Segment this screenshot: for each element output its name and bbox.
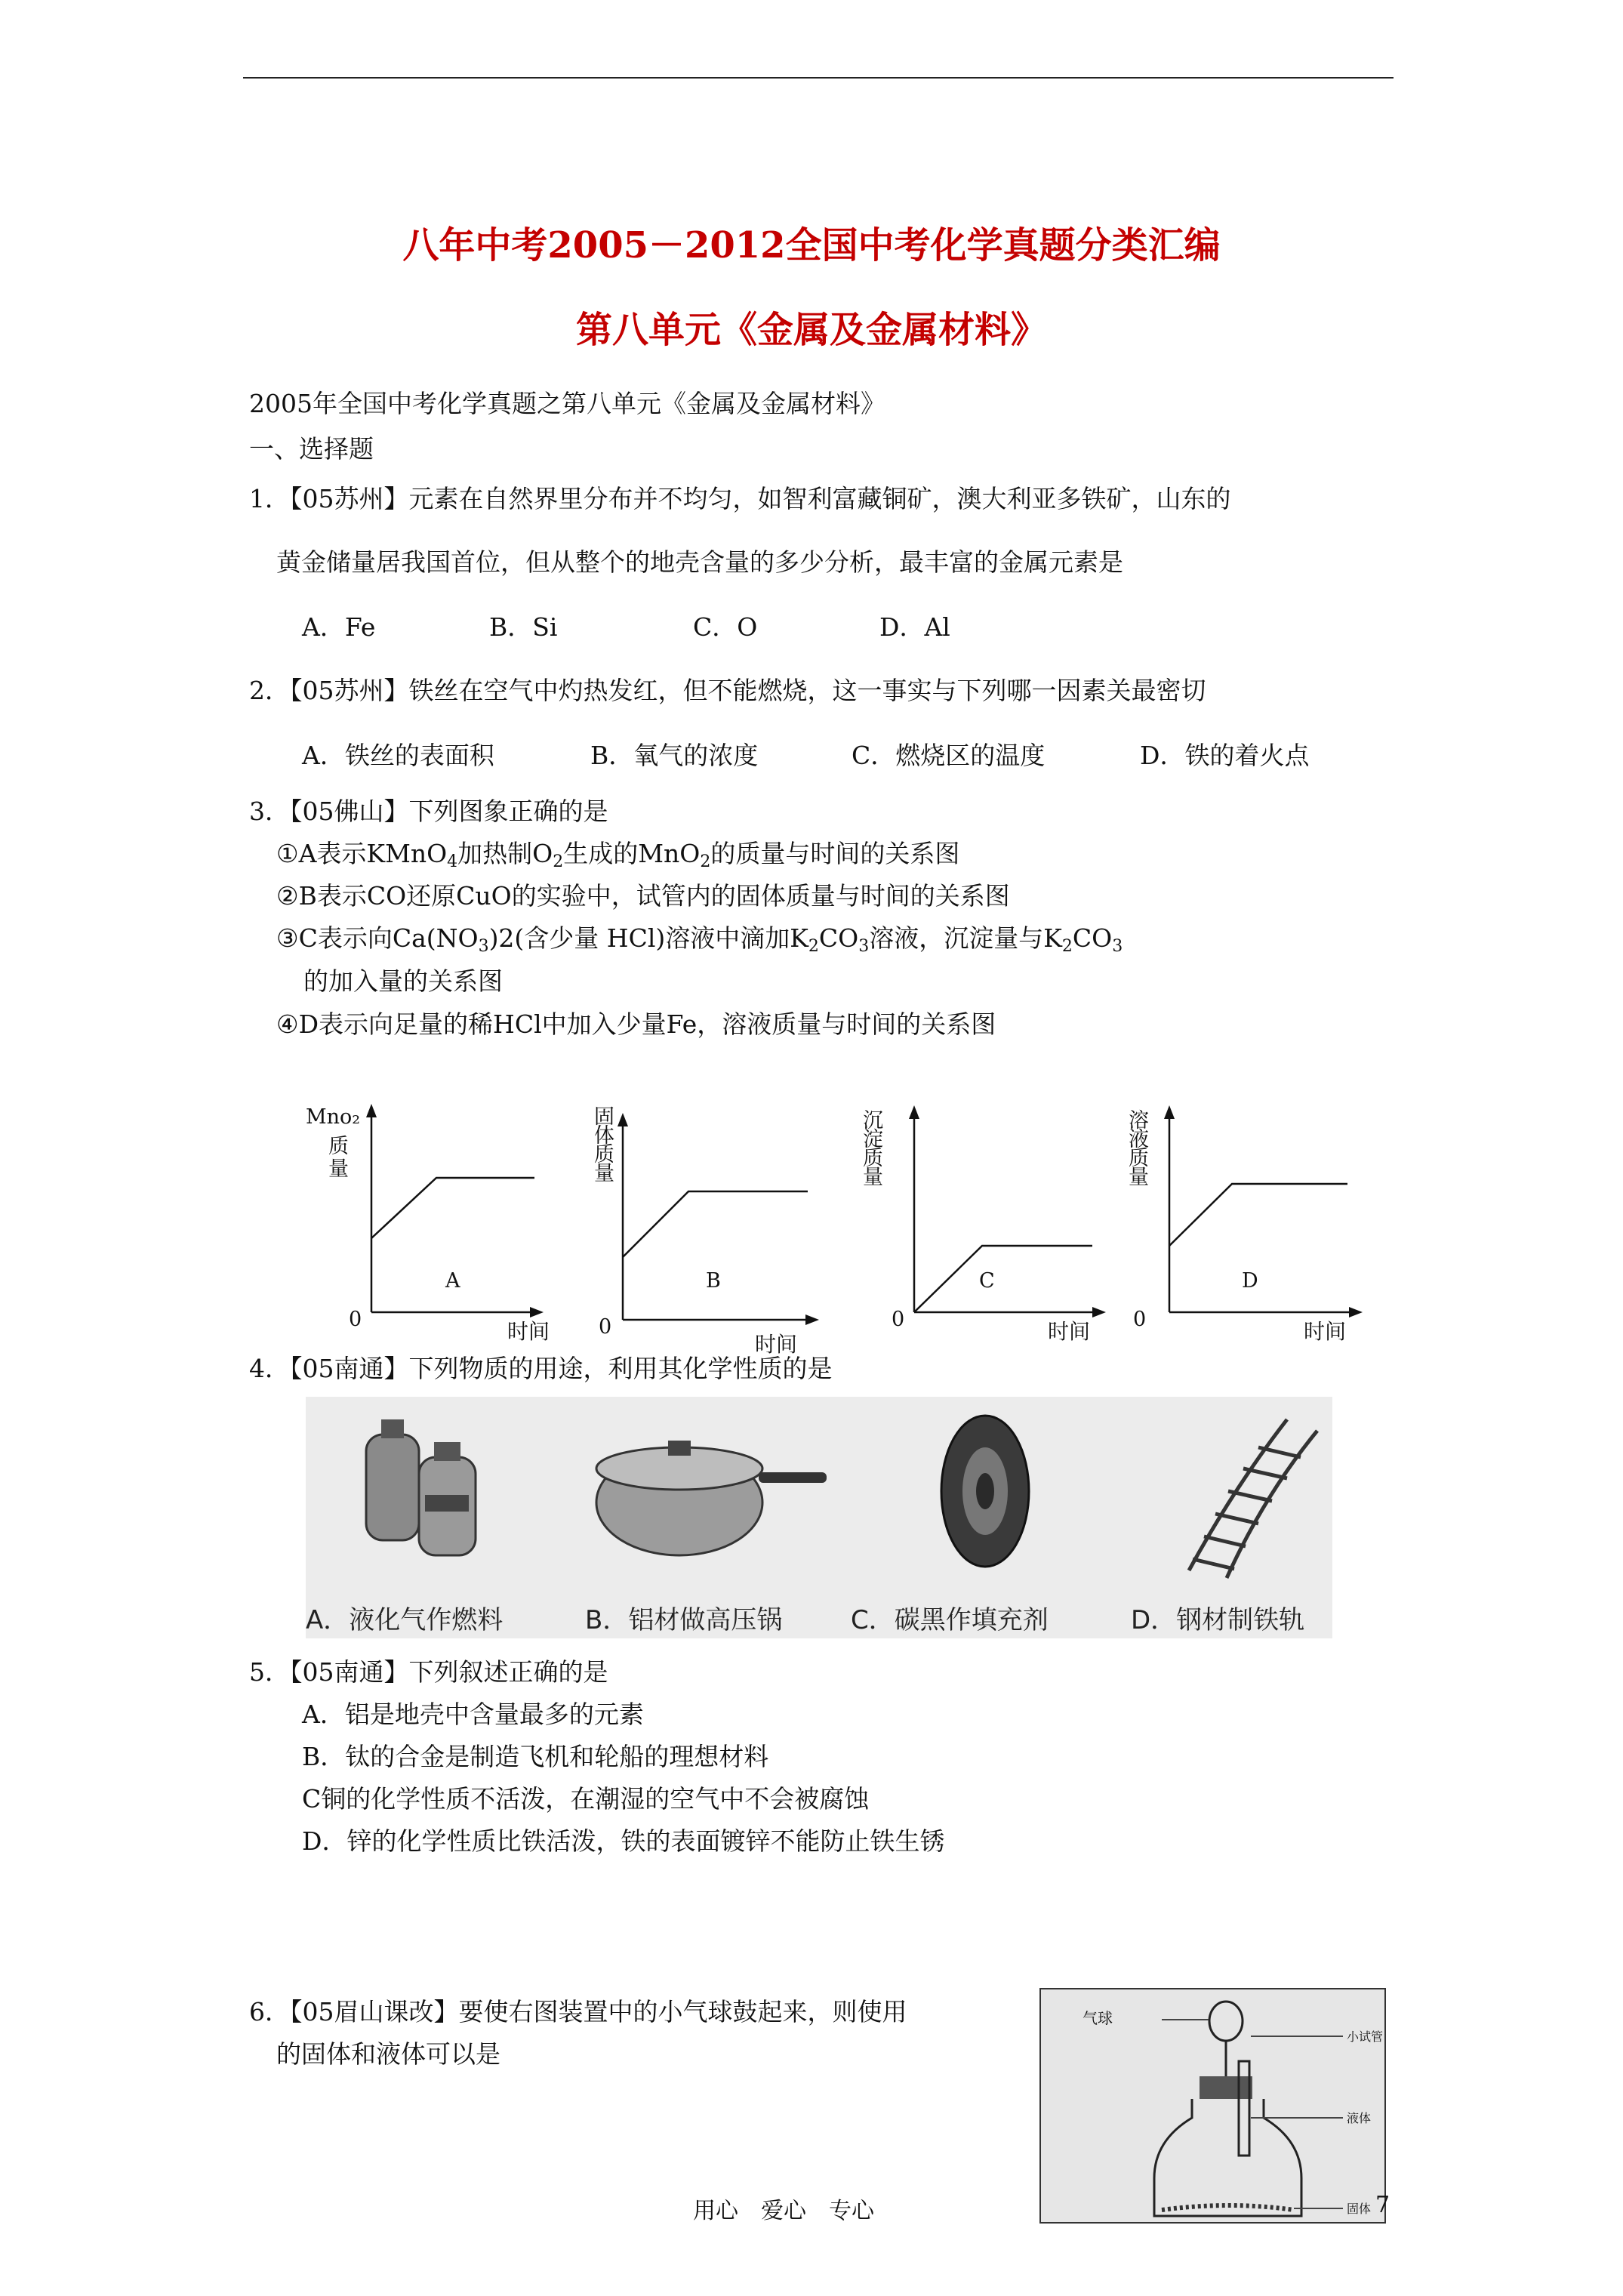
graph-d-ylabel-3: 质 — [1129, 1147, 1149, 1170]
q6-line1: 6．【05眉山课改】要使右图装置中的小气球鼓起来，则使用 — [249, 1997, 907, 2026]
q1-option-d: D．Al — [879, 612, 950, 642]
graph-a — [294, 1095, 551, 1344]
graph-d-ylabel-2: 液 — [1129, 1128, 1149, 1151]
graph-c-ylabel-2: 淀 — [863, 1128, 883, 1151]
graph-d-x-arrow — [1349, 1307, 1363, 1318]
apparatus-label-tube: 小试管 — [1347, 2029, 1384, 2044]
q3-statement-3: ③C表示向$Ca(NO_3)2$(含少量 HCl)溶液中滴加$K_2CO_3$溶液，沉淀量与$K_2CO_3$ — [276, 923, 1123, 956]
q1-option-a: A．Fe — [302, 612, 376, 642]
graph-b-ylabel-1: 固 — [594, 1105, 614, 1129]
graph-a-ylabel-1: Mno₂ — [306, 1105, 361, 1129]
q4-line1: 4．【05南通】下列物质的用途，利用其化学性质的是 — [249, 1354, 833, 1383]
graph-d-origin: 0 — [1133, 1308, 1147, 1331]
q2-option-a: A．铁丝的表面积 — [302, 741, 494, 770]
q4-photo-illustrations — [306, 1397, 1332, 1593]
q6-line2: 的固体和液体可以是 — [276, 2039, 500, 2069]
gas-cylinders-image — [366, 1419, 476, 1555]
graph-d — [1113, 1095, 1370, 1344]
part-heading: 一、选择题 — [249, 434, 374, 464]
graph-c-x-arrow — [1092, 1307, 1106, 1318]
rail-track-image — [1189, 1419, 1317, 1578]
graph-d-ylabel-4: 量 — [1129, 1166, 1149, 1189]
q5-option-c: C铜的化学性质不活泼，在潮湿的空气中不会被腐蚀 — [302, 1784, 870, 1814]
graph-a-ylabel-3: 量 — [328, 1157, 349, 1181]
page-number: 7 — [1375, 2192, 1390, 2218]
apparatus-label-balloon: 气球 — [1083, 2009, 1113, 2027]
graph-c-ylabel-3: 质 — [863, 1147, 883, 1170]
graph-b-curve — [623, 1191, 808, 1257]
graph-a-ylabel-2: 质 — [328, 1135, 349, 1158]
title-line1: 八年中考2005－2012全国中考化学真题分类汇编 — [402, 224, 1221, 267]
q3-statement-1: ①A表示KMnO$_4$加热制$O_2$生成的MnO$_2$的质量与时间的关系图 — [276, 839, 960, 871]
graph-d-curve — [1169, 1184, 1347, 1246]
q5-option-a: A．铝是地壳中含量最多的元素 — [302, 1700, 644, 1729]
graph-a-origin: 0 — [349, 1308, 362, 1331]
q3-line1: 3．【05佛山】下列图象正确的是 — [249, 797, 608, 826]
graph-a-y-arrow — [366, 1104, 377, 1117]
q5-line1: 5．【05南通】下列叙述正确的是 — [249, 1657, 608, 1687]
q1-option-c: C．O — [693, 612, 758, 642]
graph-b-x-arrow — [805, 1314, 819, 1325]
graph-d-xlabel: 时间 — [1304, 1319, 1347, 1344]
section-heading: 2005年全国中考化学真题之第八单元《金属及金属材料》 — [249, 389, 885, 418]
graph-b-y-arrow — [617, 1113, 628, 1126]
q4-photo-strip — [306, 1397, 1332, 1638]
q4-caption-b: B．铝材做高压锅 — [585, 1605, 783, 1635]
q2-option-d: D．铁的着火点 — [1140, 741, 1310, 770]
graph-a-xlabel: 时间 — [507, 1319, 550, 1344]
graph-b-ylabel-2: 体 — [594, 1124, 614, 1148]
q1-line2: 黄金储量居我国首位，但从整个的地壳含量的多少分析，最丰富的金属元素是 — [276, 547, 1123, 577]
q4-caption-d: D．钢材制铁轨 — [1131, 1605, 1305, 1635]
graph-d-ylabel-1: 溶 — [1129, 1109, 1149, 1133]
graph-c — [849, 1095, 1106, 1344]
q2-line1: 2．【05苏州】铁丝在空气中灼热发红，但不能燃烧，这一事实与下列哪一因素关最密切 — [249, 676, 1206, 705]
header-rule — [243, 77, 1394, 79]
q2-option-b: B．氧气的浓度 — [590, 741, 759, 770]
q5-option-d: D．锌的化学性质比铁活泼，铁的表面镀锌不能防止铁生锈 — [302, 1826, 945, 1856]
graph-a-x-arrow — [530, 1307, 544, 1318]
graph-b — [577, 1095, 830, 1351]
balloon-apparatus-image — [1039, 1988, 1386, 2224]
q2-option-c: C．燃烧区的温度 — [852, 741, 1046, 770]
q3-statement-2: ②B表示CO还原CuO的实验中，试管内的固体质量与时间的关系图 — [276, 881, 1010, 911]
graph-c-curve — [914, 1246, 1092, 1312]
graph-b-origin: 0 — [599, 1315, 612, 1339]
q4-caption-a: A．液化气作燃料 — [306, 1605, 504, 1635]
q4-caption-c: C．碳黑作填充剂 — [851, 1605, 1049, 1635]
graph-b-xlabel: 时间 — [755, 1332, 798, 1357]
q1-option-b: B．Si — [489, 612, 558, 642]
footer-text: 用心 爱心 专心 — [693, 2198, 874, 2224]
graph-c-xlabel: 时间 — [1048, 1319, 1091, 1344]
apparatus-label-solid: 固体 — [1347, 2202, 1372, 2216]
graph-c-y-arrow — [909, 1105, 919, 1119]
graph-d-y-arrow — [1164, 1105, 1175, 1119]
q3-statement-4: ④D表示向足量的稀HCl中加入少量Fe，溶液质量与时间的关系图 — [276, 1009, 996, 1039]
graph-c-letter: C — [979, 1269, 995, 1293]
pressure-cooker-image — [596, 1441, 827, 1555]
q5-option-b: B．钛的合金是制造飞机和轮船的理想材料 — [302, 1742, 769, 1771]
graph-b-ylabel-4: 量 — [594, 1162, 614, 1185]
title-line2: 第八单元《金属及金属材料》 — [575, 309, 1047, 351]
graph-b-ylabel-3: 质 — [594, 1143, 614, 1166]
graph-d-letter: D — [1242, 1269, 1258, 1293]
graph-c-ylabel-4: 量 — [863, 1166, 883, 1189]
tire-image — [941, 1416, 1029, 1567]
graph-c-origin: 0 — [892, 1308, 905, 1331]
graph-a-letter: A — [445, 1269, 460, 1293]
q1-line1: 1．【05苏州】元素在自然界里分布并不均匀，如智利富藏铜矿，澳大利亚多铁矿，山东的 — [249, 484, 1231, 513]
q3-statement-3-line2: 的加入量的关系图 — [303, 966, 503, 996]
graph-c-ylabel-1: 沉 — [863, 1109, 883, 1133]
graph-b-letter: B — [706, 1269, 721, 1293]
graph-a-curve — [371, 1178, 534, 1238]
apparatus-label-liquid: 液体 — [1347, 2111, 1372, 2125]
